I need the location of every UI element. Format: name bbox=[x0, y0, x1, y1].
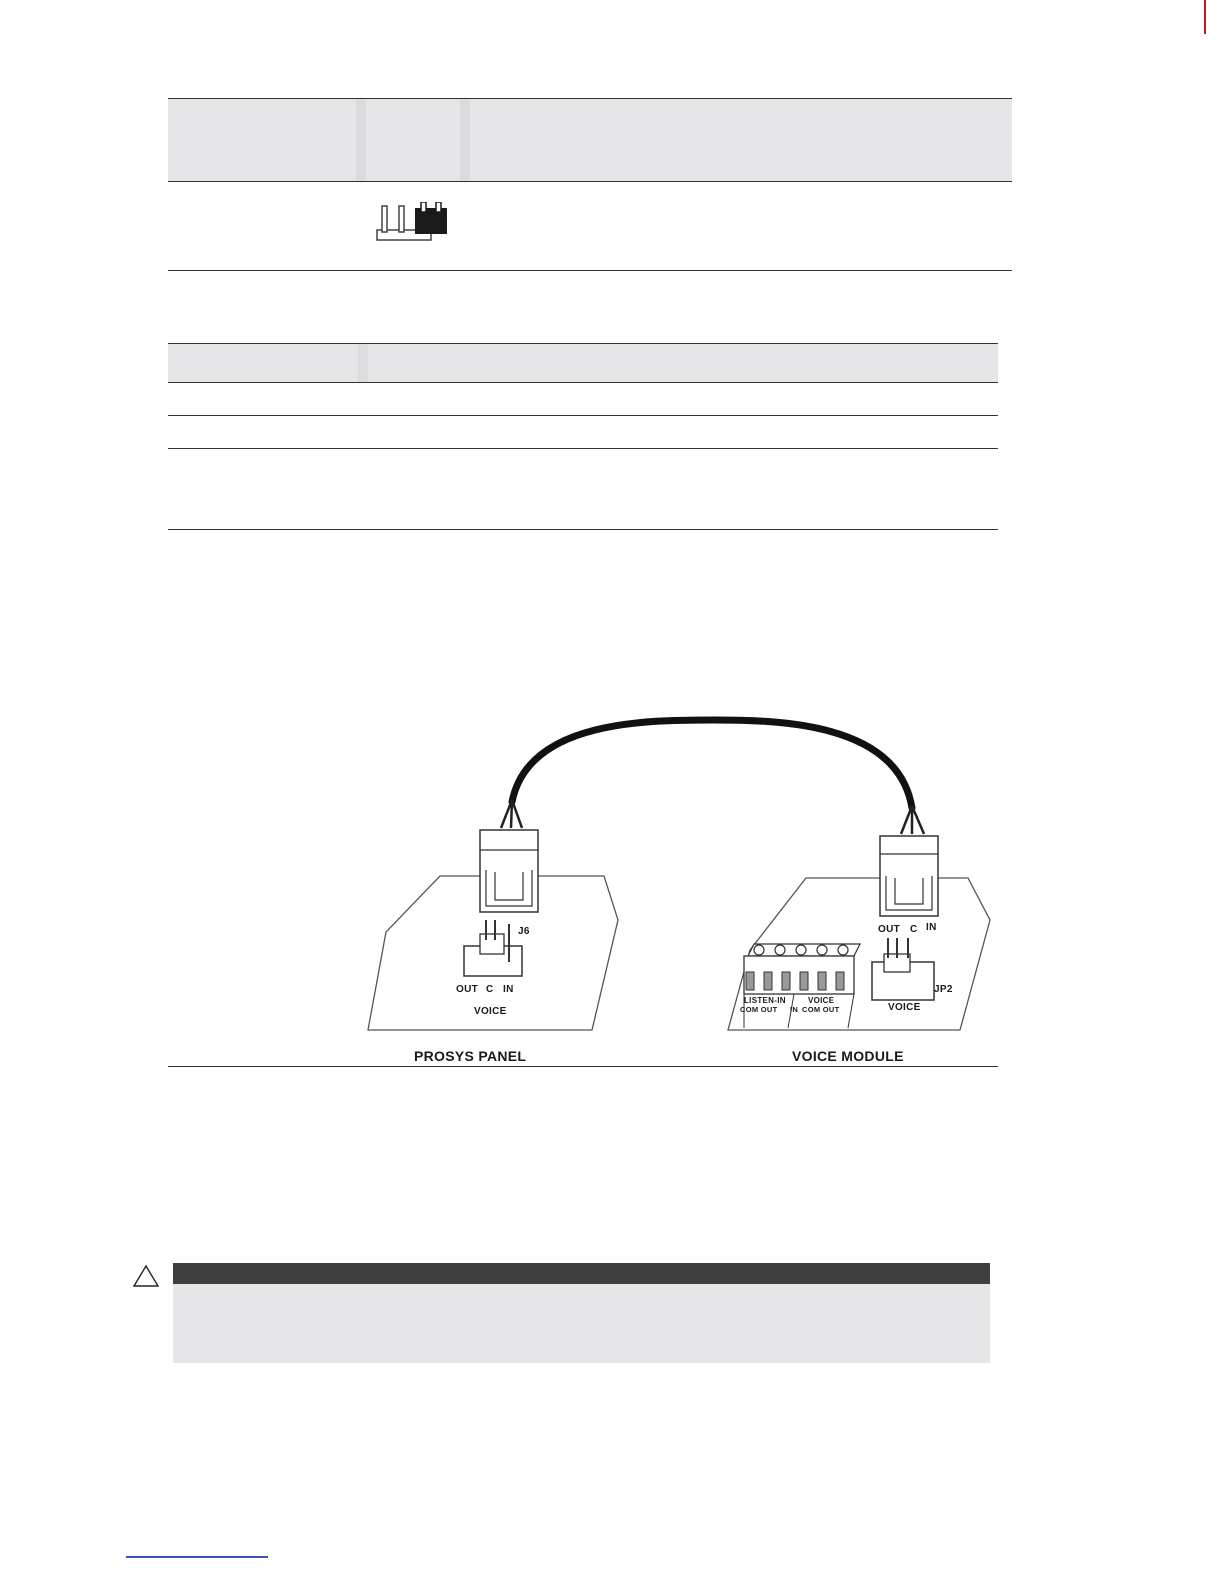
interconnect-cable bbox=[512, 720, 912, 808]
table-row bbox=[168, 383, 998, 416]
jumper-table-header bbox=[168, 98, 1012, 182]
panel-pin-in-label: IN bbox=[503, 984, 514, 995]
j6-label: J6 bbox=[518, 926, 530, 937]
module-pin-out-label: OUT bbox=[878, 924, 901, 935]
footer-link-underline[interactable] bbox=[126, 1556, 268, 1558]
caution-icon bbox=[132, 1264, 160, 1288]
connection-table bbox=[168, 343, 998, 530]
listen-in-label: LISTEN-IN bbox=[744, 996, 786, 1005]
terminal-voice-pins-label: COM OUT bbox=[802, 1005, 840, 1014]
edge-rule bbox=[1204, 0, 1206, 34]
jp2-label: JP2 bbox=[934, 984, 953, 995]
panel-pin-c-label: C bbox=[486, 984, 494, 995]
connection-table-header bbox=[168, 343, 998, 383]
caution-header-bar bbox=[173, 1263, 990, 1284]
panel-voice-label: VOICE bbox=[474, 1006, 507, 1017]
jumper-diagram bbox=[376, 202, 452, 242]
module-pin-in-label: IN bbox=[926, 922, 937, 933]
header-column-divider bbox=[356, 99, 366, 181]
wiring-figure bbox=[168, 700, 998, 1067]
listen-in-pins-label: COM OUT bbox=[740, 1005, 778, 1014]
module-voice-label: VOICE bbox=[888, 1002, 921, 1013]
jumper-table bbox=[168, 98, 1012, 271]
panel-caption: PROSYS PANEL bbox=[414, 1048, 527, 1064]
terminal-voice-in-label: IN bbox=[790, 1005, 799, 1014]
panel-pin-out-label: OUT bbox=[456, 984, 479, 995]
module-caption: VOICE MODULE bbox=[792, 1048, 904, 1064]
terminal-voice-label: VOICE bbox=[808, 996, 835, 1005]
header-column-divider bbox=[358, 344, 368, 382]
module-pin-c-label: C bbox=[910, 924, 918, 935]
header-column-divider bbox=[460, 99, 470, 181]
jumper-table-row bbox=[168, 182, 1012, 271]
wiring-diagram bbox=[168, 700, 998, 1066]
table-row bbox=[168, 449, 998, 530]
table-row bbox=[168, 416, 998, 449]
caution-box bbox=[173, 1263, 990, 1363]
